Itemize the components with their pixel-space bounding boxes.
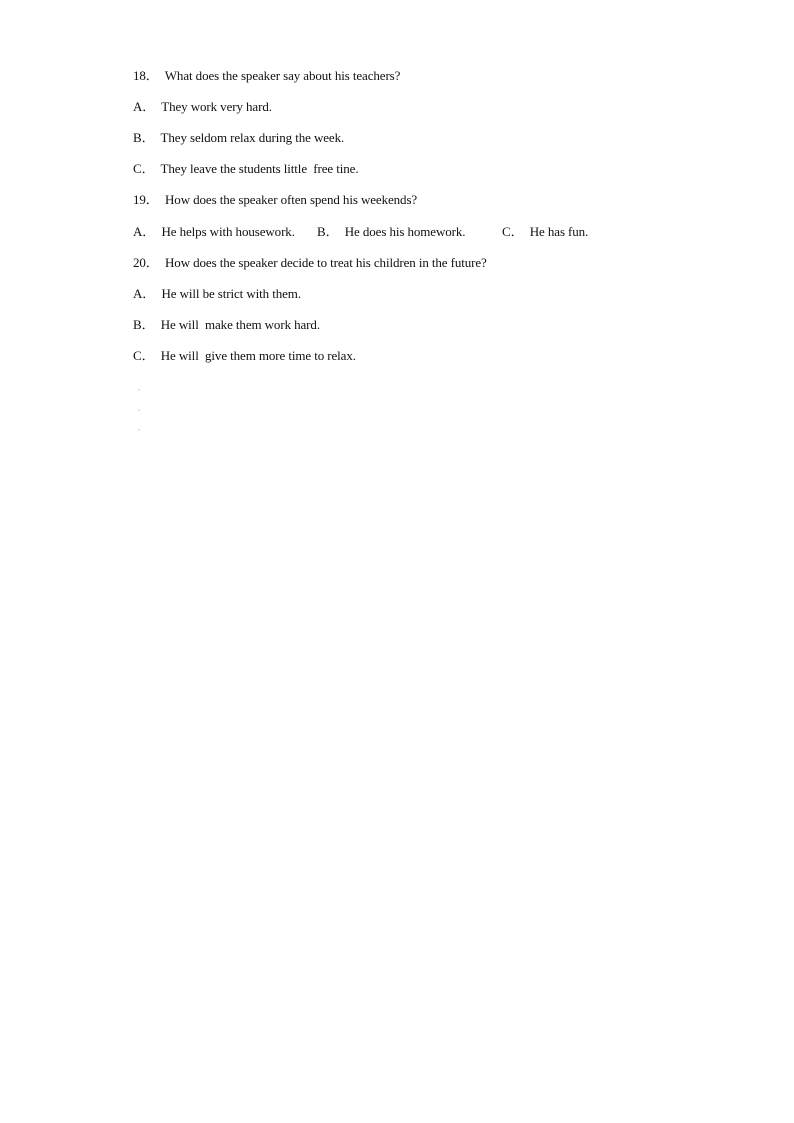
option-b: B． He will make them work hard. [133,317,320,332]
paragraph-mark [138,389,140,391]
option-a: A． He helps with housework. [133,224,295,239]
option-b: B． They seldom relax during the week. [133,130,345,145]
option-c: C． He has fun. [502,224,589,239]
option-c: C． They leave the students little free tine. [133,161,359,176]
option-b: B． He does his homework. [317,224,466,239]
question-stem: 18． What does the speaker say about his teachers? [133,68,401,83]
option-a: A． They work very hard. [133,99,272,114]
option-c: C． He will give them more time to relax. [133,348,356,363]
question-stem: 19． How does the speaker often spend his weekends? [133,192,418,207]
paragraph-mark [138,429,140,431]
question-stem: 20． How does the speaker decide to treat his children in the future? [133,255,487,270]
paragraph-mark [138,409,140,411]
option-a: A． He will be strict with them. [133,286,301,301]
